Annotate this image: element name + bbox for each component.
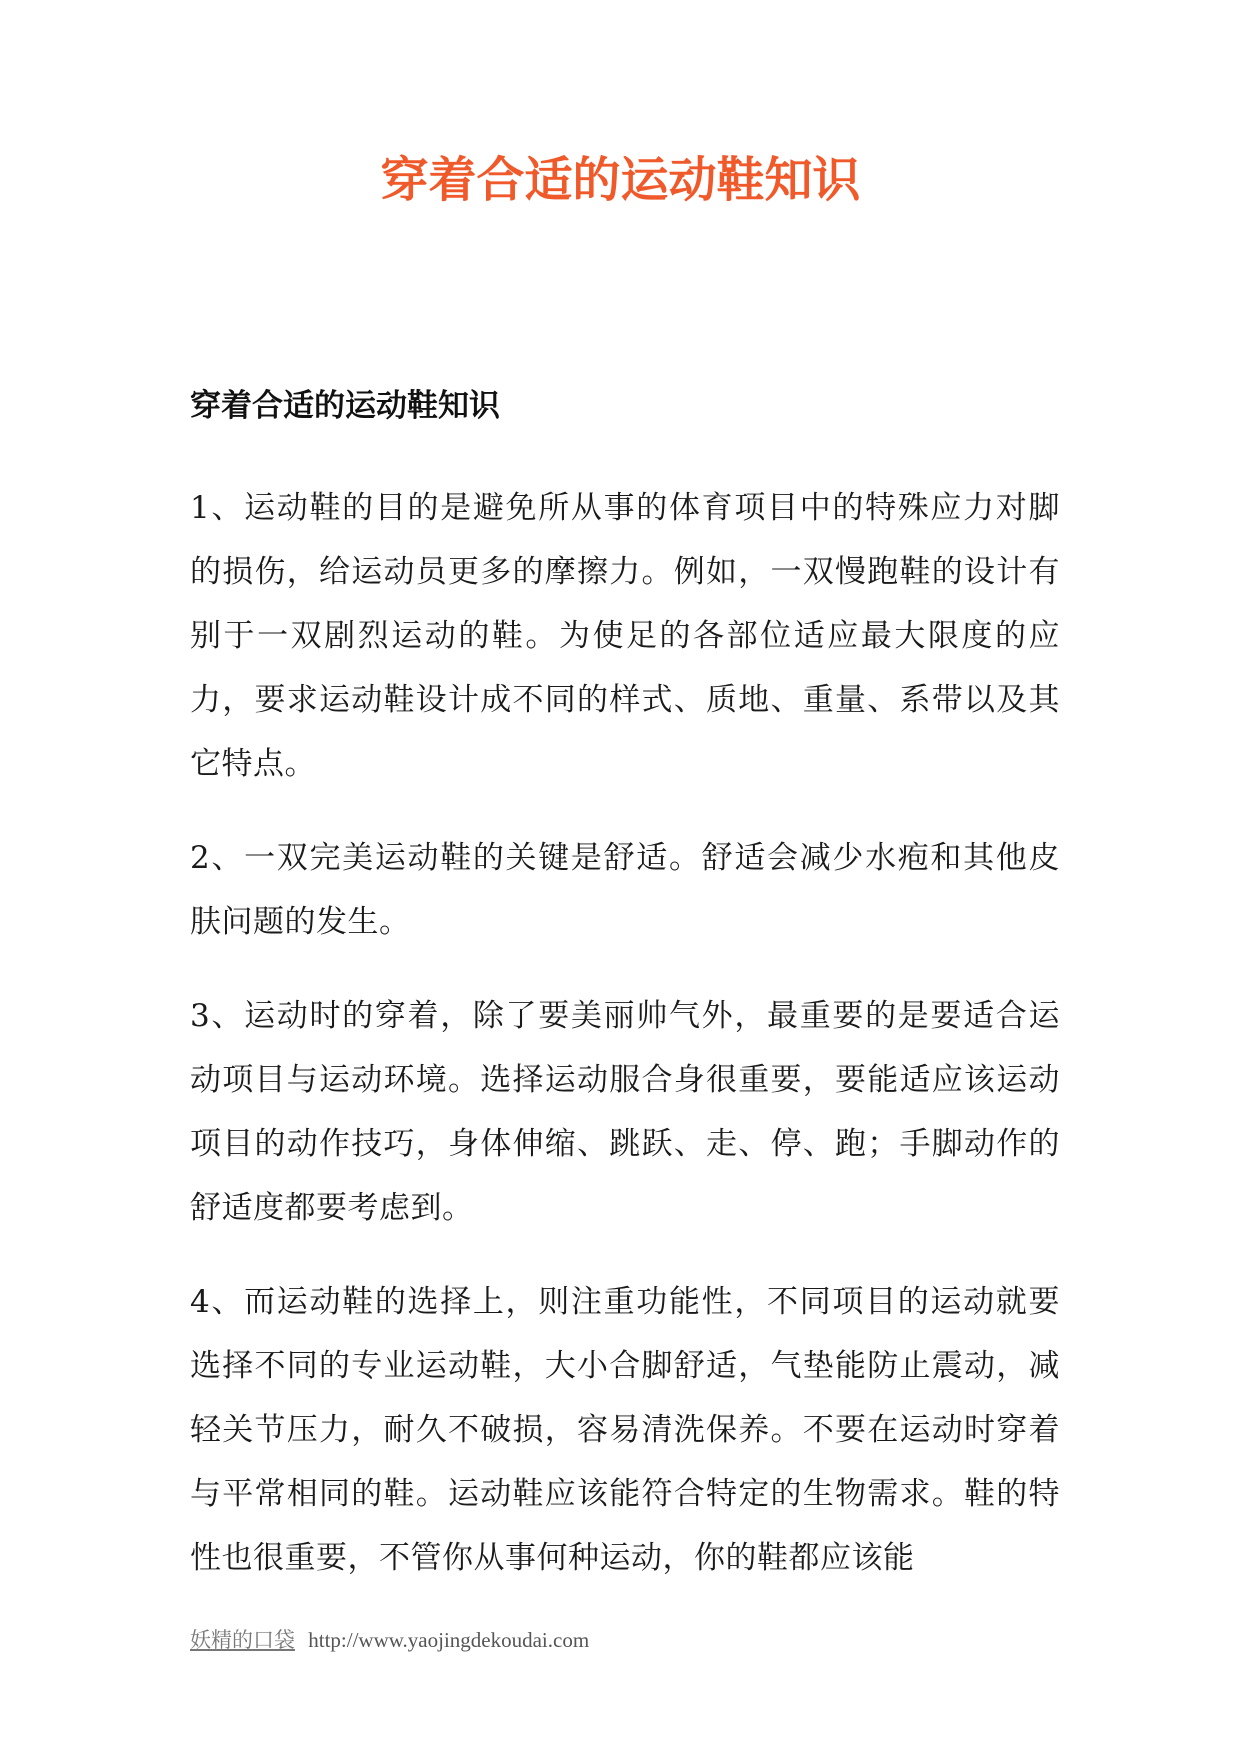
footer-site-name-link[interactable]: 妖精的口袋 [190, 1628, 295, 1652]
paragraph-3: 3、运动时的穿着，除了要美丽帅气外，最重要的是要适合运动项目与运动环境。选择运动服合身很重要，要能适应该运动项目的动作技巧，身体伸缩、跳跃、走、停、跑；手脚动作的舒适度都要考虑到。 [190, 998, 1060, 1226]
footer-site-url[interactable]: http://www.yaojingdekoudai.com [308, 1628, 590, 1652]
paragraph-4: 4、而运动鞋的选择上，则注重功能性，不同项目的运动就要选择不同的专业运动鞋，大小合脚舒适，气垫能防止震动，减轻关节压力，耐久不破损，容易清洗保养。不要在运动时穿着与平常相同的鞋。运动鞋应该能符合特定的生物需求。鞋的特性也很重要，不管你从事何种运动，你的鞋都应该能 [190, 1284, 1060, 1576]
section-heading: 穿着合适的运动鞋知识 [190, 388, 500, 424]
paragraph-1: 1、运动鞋的目的是避免所从事的体育项目中的特殊应力对脚的损伤，给运动员更多的摩擦力。例如，一双慢跑鞋的设计有别于一双剧烈运动的鞋。为使足的各部位适应最大限度的应力，要求运动鞋设计成不同的样式、质地、重量、系带以及其它特点。 [190, 490, 1060, 782]
page-footer [190, 1626, 589, 1654]
paragraph-2: 2、一双完美运动鞋的关键是舒适。舒适会减少水疱和其他皮肤问题的发生。 [190, 840, 1060, 940]
document-body [190, 386, 1060, 1620]
document-title: 穿着合适的运动鞋知识 [380, 152, 861, 208]
